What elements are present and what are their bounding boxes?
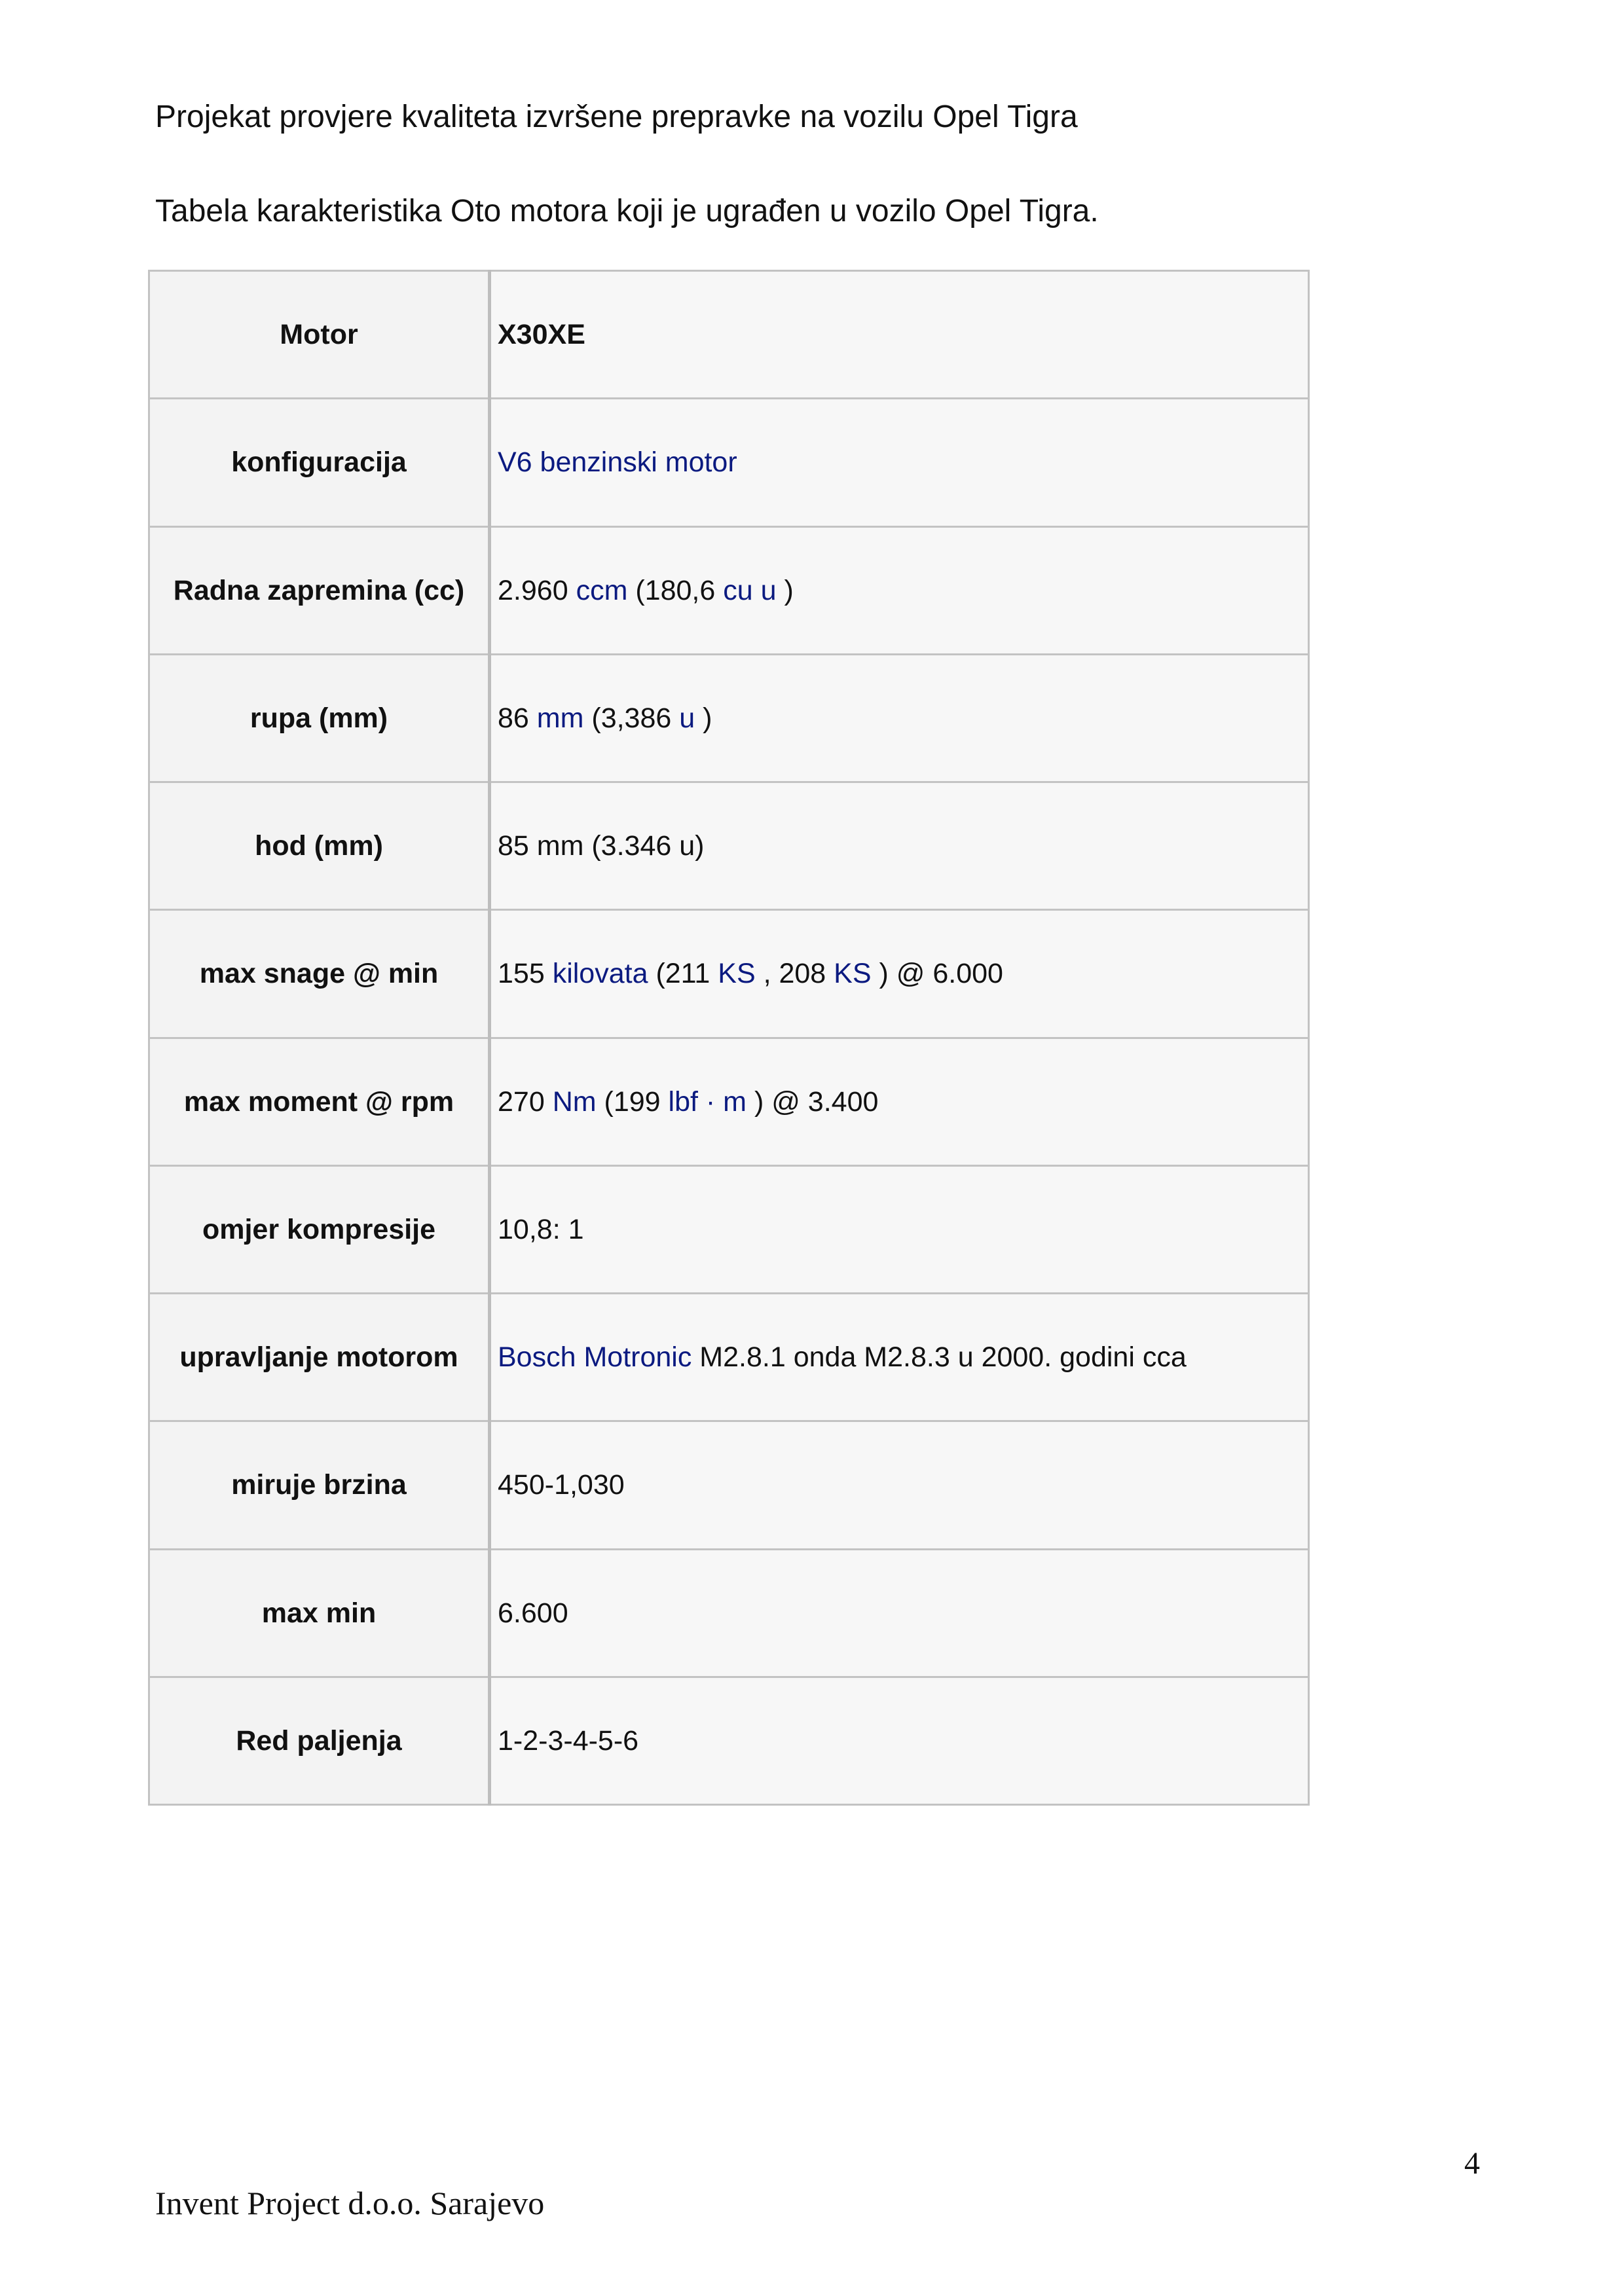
- row-value: 1-2-3-4-5-6: [490, 1677, 1309, 1804]
- row-label: Radna zapremina (cc): [149, 526, 490, 654]
- value-link[interactable]: lbf · m: [668, 1085, 747, 1118]
- value-text: (199: [596, 1085, 669, 1118]
- table-row: [149, 271, 1309, 399]
- table-row: [149, 782, 1309, 910]
- value-link[interactable]: kilovata: [552, 958, 648, 990]
- value-text: ): [776, 574, 794, 606]
- value-text: (180,6: [627, 574, 724, 606]
- table-row: [149, 654, 1309, 782]
- row-label: max moment @ rpm: [149, 1038, 490, 1165]
- row-value: 6.600: [490, 1549, 1309, 1677]
- table-caption: Tabela karakteristika Oto motora koji je ugrađen u vozilo Opel Tigra.: [155, 194, 1099, 228]
- value-link[interactable]: cu u: [723, 574, 777, 606]
- value-link[interactable]: Nm: [552, 1085, 597, 1118]
- row-label: Red paljenja: [149, 1677, 490, 1804]
- row-label: max min: [149, 1549, 490, 1677]
- row-value: [490, 910, 1309, 1038]
- row-label: omjer kompresije: [149, 1165, 490, 1293]
- value-text: 270: [498, 1085, 553, 1118]
- row-value: [490, 399, 1309, 526]
- engine-spec-table: [148, 270, 1310, 1806]
- value-text: ) @ 6.000: [871, 958, 1003, 990]
- table-row: [149, 1677, 1309, 1804]
- row-value: 85 mm (3.346 u): [490, 782, 1309, 910]
- value-text: 86: [498, 702, 537, 734]
- value-text: 2.960: [498, 574, 576, 606]
- row-label: max snage @ min: [149, 910, 490, 1038]
- table-row: [149, 1165, 1309, 1293]
- row-value: [490, 1038, 1309, 1165]
- value-link[interactable]: u: [679, 702, 695, 734]
- value-text: ) @ 3.400: [747, 1085, 879, 1118]
- value-text: (211: [648, 958, 718, 990]
- value-link[interactable]: KS: [834, 958, 872, 990]
- row-label: upravljanje motorom: [149, 1294, 490, 1421]
- row-value: [490, 1294, 1309, 1421]
- value-text: (3,386: [583, 702, 680, 734]
- value-link[interactable]: Bosch Motronic: [498, 1341, 692, 1374]
- value-link[interactable]: mm: [536, 702, 584, 734]
- table-row: [149, 910, 1309, 1038]
- document-heading: Projekat provjere kvaliteta izvršene prepravke na vozilu Opel Tigra: [155, 100, 1078, 134]
- value-text: 155: [498, 958, 553, 990]
- row-value: [490, 654, 1309, 782]
- table-row: [149, 399, 1309, 526]
- table-row: [149, 1294, 1309, 1421]
- value-link[interactable]: KS: [718, 958, 756, 990]
- value-text: M2.8.1 onda M2.8.3 u 2000. godini cca: [692, 1341, 1187, 1374]
- table-row: [149, 526, 1309, 654]
- value-link[interactable]: ccm: [576, 574, 628, 606]
- page-number: 4: [1464, 2146, 1480, 2181]
- table-row: [149, 1421, 1309, 1549]
- row-value: 10,8: 1: [490, 1165, 1309, 1293]
- row-label: miruje brzina: [149, 1421, 490, 1549]
- table-row: [149, 1549, 1309, 1677]
- row-value: 450-1,030: [490, 1421, 1309, 1549]
- row-label: rupa (mm): [149, 654, 490, 782]
- row-label: konfiguracija: [149, 399, 490, 526]
- footer-company: Invent Project d.o.o. Sarajevo: [155, 2185, 545, 2221]
- row-label: hod (mm): [149, 782, 490, 910]
- row-label: Motor: [149, 271, 490, 399]
- row-value: [490, 526, 1309, 654]
- row-value: X30XE: [490, 271, 1309, 399]
- value-text: , 208: [755, 958, 834, 990]
- value-text: ): [695, 702, 712, 734]
- table-row: [149, 1038, 1309, 1165]
- value-link[interactable]: V6 benzinski motor: [498, 446, 737, 479]
